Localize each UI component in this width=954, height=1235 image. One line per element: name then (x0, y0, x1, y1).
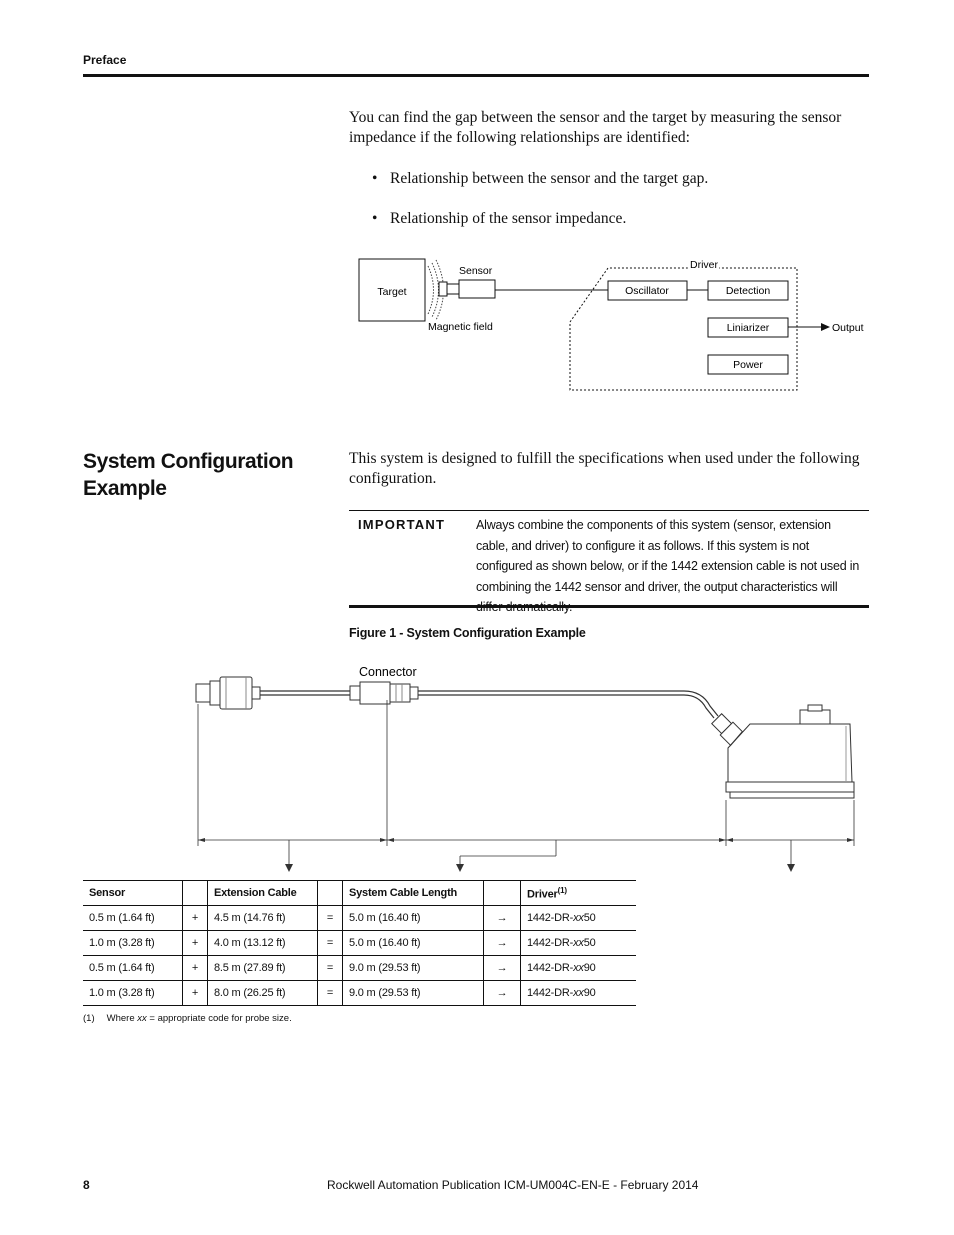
bullet-dot: • (372, 210, 378, 227)
running-header: Preface (83, 53, 127, 67)
table-row (83, 931, 636, 956)
magnetic-field-label: Magnetic field (428, 321, 493, 333)
length-cell: 9.0 m (29.53 ft) (343, 956, 484, 981)
column-header-blank (318, 881, 343, 906)
sensor-cell: 0.5 m (1.64 ft) (83, 906, 183, 931)
dimension-arrowheads (198, 838, 854, 872)
column-header-blank (484, 881, 521, 906)
bullet-text: Relationship of the sensor impedance. (390, 210, 627, 227)
detection-label: Detection (725, 285, 771, 297)
driver-cell (521, 981, 637, 1006)
driver-suffix: 90 (583, 987, 596, 999)
sensor-neck (447, 284, 459, 294)
section-heading: System Configuration Example (83, 450, 294, 500)
page-number: 8 (83, 1178, 90, 1192)
column-header-extension-cable: Extension Cable (208, 881, 318, 906)
plus-cell: + (183, 906, 208, 931)
driver-code: xx (573, 937, 584, 949)
cable-cell: 4.5 m (14.76 ft) (208, 906, 318, 931)
driver-prefix: 1442-DR- (527, 937, 574, 949)
length-cell: 5.0 m (16.40 ft) (343, 906, 484, 931)
driver-suffix: 90 (583, 962, 596, 974)
liniarizer-label: Liniarizer (726, 322, 770, 334)
publication-footer: Rockwell Automation Publication ICM-UM004C-EN-E - February 2014 (327, 1178, 699, 1192)
footnote-marker: (1) (83, 1013, 95, 1024)
arrow-cell: → (484, 981, 521, 1006)
arrow-cell: → (484, 906, 521, 931)
important-label: IMPORTANT (358, 517, 446, 532)
bullet-item (372, 169, 852, 189)
footnote-ref: (1) (557, 885, 567, 895)
oscillator-label: Oscillator (625, 285, 669, 297)
sensor-probe (196, 677, 260, 709)
equals-cell: = (318, 906, 343, 931)
arrow-cell: → (484, 931, 521, 956)
driver-label: Driver (690, 259, 718, 271)
sensor-tip (439, 282, 447, 296)
column-header-sensor: Sensor (83, 881, 183, 906)
equals-cell: = (318, 931, 343, 956)
sensor-cable (260, 691, 350, 695)
driver-suffix: 50 (583, 937, 596, 949)
table-footnote (83, 1013, 292, 1024)
bullet-item (372, 209, 852, 229)
driver-header-text: Driver (527, 888, 558, 901)
driver-code: xx (573, 987, 584, 999)
plus-cell: + (183, 931, 208, 956)
driver-unit (726, 705, 854, 798)
sensor-block-diagram (355, 252, 875, 397)
equals-cell: = (318, 956, 343, 981)
output-label: Output (832, 322, 864, 334)
cable-cell: 8.0 m (26.25 ft) (208, 981, 318, 1006)
connector-label: Connector (359, 665, 417, 679)
important-text: Always combine the components of this system (sensor, extension cable, and driver) to configure it as follows. If this system is not configured as shown below, or if the 1442 extension cable is not used in combining the 1442 sensor and driver, the output characteristics will differ dramatically. (476, 518, 860, 614)
equals-cell: = (318, 981, 343, 1006)
plus-cell: + (183, 956, 208, 981)
target-label: Target (377, 286, 407, 298)
power-label: Power (733, 359, 763, 371)
column-header-blank (183, 881, 208, 906)
driver-suffix: 50 (583, 912, 596, 924)
table-row (83, 956, 636, 981)
bullet-dot: • (372, 170, 378, 187)
cable-cell: 8.5 m (27.89 ft) (208, 956, 318, 981)
sensor-cell: 1.0 m (3.28 ft) (83, 981, 183, 1006)
system-configuration-figure (190, 660, 860, 878)
configuration-table (83, 880, 636, 1006)
driver-cell (521, 956, 637, 981)
footnote-text: Where (106, 1013, 138, 1024)
figure-caption: Figure 1 - System Configuration Example (349, 626, 586, 640)
connector (350, 682, 418, 704)
sensor-body (459, 280, 495, 298)
table-header-row (83, 881, 636, 906)
header-rule (83, 74, 869, 77)
table-row (83, 981, 636, 1006)
driver-prefix: 1442-DR- (527, 912, 574, 924)
length-cell: 5.0 m (16.40 ft) (343, 931, 484, 956)
footnote-code: xx (137, 1013, 147, 1024)
driver-cell (521, 906, 637, 931)
intro-paragraph: You can find the gap between the sensor and the target by measuring the sensor impedance if the following relationships are identified: (349, 109, 842, 146)
sensor-cell: 1.0 m (3.28 ft) (83, 931, 183, 956)
plus-cell: + (183, 981, 208, 1006)
driver-code: xx (573, 962, 584, 974)
driver-prefix: 1442-DR- (527, 987, 574, 999)
driver-prefix: 1442-DR- (527, 962, 574, 974)
extension-cable-inner (418, 695, 714, 718)
driver-code: xx (573, 912, 584, 924)
sensor-cell: 0.5 m (1.64 ft) (83, 956, 183, 981)
sensor-label: Sensor (459, 265, 493, 277)
column-header-driver (521, 881, 637, 906)
output-arrowhead (821, 323, 830, 331)
driver-cell (521, 931, 637, 956)
cable-cell: 4.0 m (13.12 ft) (208, 931, 318, 956)
length-cell: 9.0 m (29.53 ft) (343, 981, 484, 1006)
column-header-system-cable-length: System Cable Length (343, 881, 484, 906)
section-paragraph: This system is designed to fulfill the specifications when used under the following configuration. (349, 450, 860, 487)
arrow-cell: → (484, 956, 521, 981)
footnote-text-end: = appropriate code for probe size. (146, 1013, 292, 1024)
table-row (83, 906, 636, 931)
bullet-text: Relationship between the sensor and the target gap. (390, 170, 709, 187)
